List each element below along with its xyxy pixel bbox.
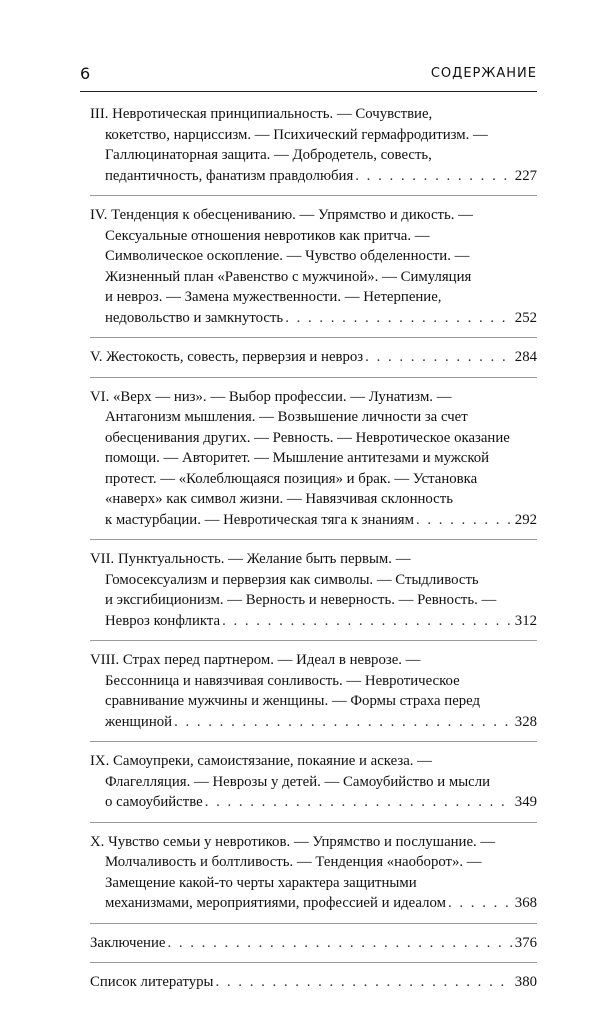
toc-page-number: 284 — [514, 349, 537, 365]
toc-page-number: 368 — [514, 895, 537, 911]
toc-entry-title-end: педантичность, фанатизм правдолюбия — [105, 167, 354, 184]
toc-entry-line: сравнивание мужчины и женщины. — Формы страха перед — [105, 693, 481, 709]
toc-entry-final-line — [90, 792, 537, 813]
toc-entry-line: обесценивания других. — Ревность. — Невротическое оказание — [105, 429, 510, 446]
toc-entry-line: Жизненный план «Равенство с мужчиной». — Симуляция — [105, 268, 472, 285]
toc-entry — [90, 650, 537, 742]
toc-entry-line: кокетство, нарциссизм. — Психический гермафродитизм. — — [105, 126, 488, 143]
toc-entry-line: Замещение какой-то черты характера защитными — [105, 874, 417, 891]
toc-entry-line: «наверх» как символ жизни. — Навязчивая склонность — [105, 491, 453, 507]
toc-entry-final-line — [90, 166, 537, 187]
toc-entry — [90, 347, 537, 378]
toc-entry — [90, 549, 537, 641]
toc-entry-line: X. Чувство семьи у невротиков. — Упрямство и послушание. — — [90, 833, 496, 850]
toc-entry-title-end: женщиной — [105, 713, 173, 730]
dot-leader — [216, 972, 513, 993]
dot-leader — [222, 611, 513, 632]
running-head: СОДЕРЖАНИЕ — [430, 66, 537, 81]
toc-page-number: 380 — [514, 974, 537, 990]
toc-entry-final-line — [90, 893, 537, 914]
toc-entry-line: Символическое оскопление. — Чувство обделенности. — — [105, 248, 470, 264]
toc-entry-line: и невроз. — Замена мужественности. — Нетерпение, — [105, 289, 442, 305]
toc-entry-title-end: Список литературы — [90, 974, 214, 990]
toc-entry-title-end: Невроз конфликта — [105, 612, 221, 629]
toc-entry-line: Бессонница и навязчивая сонливость. — Невротическое — [105, 672, 460, 689]
toc-entry-line: VII. Пунктуальность. — Желание быть первым. — — [90, 551, 411, 567]
toc-entry-line: Антагонизм мышления. — Возвышение личности за счет — [105, 409, 468, 425]
toc-entry-final-line — [90, 972, 537, 993]
toc-entry-title-end: недовольство и замкнутость — [105, 309, 284, 326]
toc-page-number: 252 — [514, 309, 537, 326]
toc-entry-line: Галлюцинаторная защита. — Добродетель, совесть, — [105, 147, 432, 163]
page-header — [80, 62, 537, 90]
toc-entry — [90, 751, 537, 823]
toc-entry-line: VI. «Верх — низ». — Выбор профессии. — Лунатизм. — — [90, 388, 452, 405]
toc-entry-line: и эксгибиционизм. — Верность и неверность. — Ревность. — — [105, 592, 497, 608]
toc-entry-final-line — [90, 611, 537, 632]
toc-entry-title-end: о самоубийстве — [105, 794, 203, 810]
toc-entry-line: помощи. — Авторитет. — Мышление антитезами и мужской — [105, 450, 490, 466]
toc-entry-final-line — [90, 712, 537, 733]
toc-entry-line: VIII. Страх перед партнером. — Идеал в неврозе. — — [90, 652, 421, 668]
toc-page-number: 227 — [514, 167, 537, 184]
toc-entry-line: Гомосексуализм и перверзия как символы. — Стыдливость — [105, 571, 479, 588]
toc-entry-line: IV. Тенденция к обесцениванию. — Упрямство и дикость. — — [90, 207, 473, 223]
toc-entry-line: протест. — «Колеблющаяся позиция» и брак. — Установка — [105, 470, 478, 487]
toc-page-number: 328 — [514, 713, 537, 730]
toc-entry — [90, 933, 537, 964]
table-of-contents — [90, 104, 537, 1011]
toc-page-number: 349 — [514, 794, 537, 810]
toc-entry — [90, 972, 537, 1002]
dot-leader — [416, 510, 513, 531]
toc-entry-line: IX. Самоупреки, самоистязание, покаяние и аскеза. — — [90, 753, 432, 769]
toc-entry-title-end: к мастурбации. — Невротическая тяга к знаниям — [105, 511, 414, 528]
toc-entry-title-end: механизмами, мероприятиями, профессией и идеалом — [105, 895, 446, 911]
toc-entry-line: Молчаливость и болтливость. — Тенденция «наоборот». — — [105, 854, 482, 870]
toc-entry-final-line — [90, 933, 537, 954]
header-rule — [80, 91, 537, 92]
dot-leader — [174, 712, 513, 733]
dot-leader — [285, 308, 513, 329]
toc-page-number: 292 — [514, 511, 537, 528]
toc-entry — [90, 387, 537, 541]
toc-entry-final-line — [90, 347, 537, 368]
dot-leader — [205, 792, 513, 813]
dot-leader — [167, 933, 512, 954]
toc-entry-title-end: Заключение — [90, 934, 166, 951]
toc-entry-line: Сексуальные отношения невротиков как притча. — — [105, 227, 430, 244]
dot-leader — [448, 893, 513, 914]
toc-entry-title-end: V. Жестокость, совесть, перверзия и невроз — [90, 349, 364, 365]
toc-entry — [90, 104, 537, 196]
toc-entry — [90, 832, 537, 924]
toc-entry-line: III. Невротическая принципиальность. — Сочувствие, — [90, 106, 433, 122]
toc-entry-final-line — [90, 510, 537, 531]
dot-leader — [355, 166, 513, 187]
toc-entry-line: Флагелляция. — Неврозы у детей. — Самоубийство и мысли — [105, 773, 491, 790]
toc-entry-final-line — [90, 308, 537, 329]
page-number: 6 — [80, 64, 91, 83]
toc-page-number: 376 — [514, 934, 537, 951]
toc-page-number: 312 — [514, 612, 537, 629]
dot-leader — [365, 347, 513, 368]
toc-entry — [90, 205, 537, 338]
